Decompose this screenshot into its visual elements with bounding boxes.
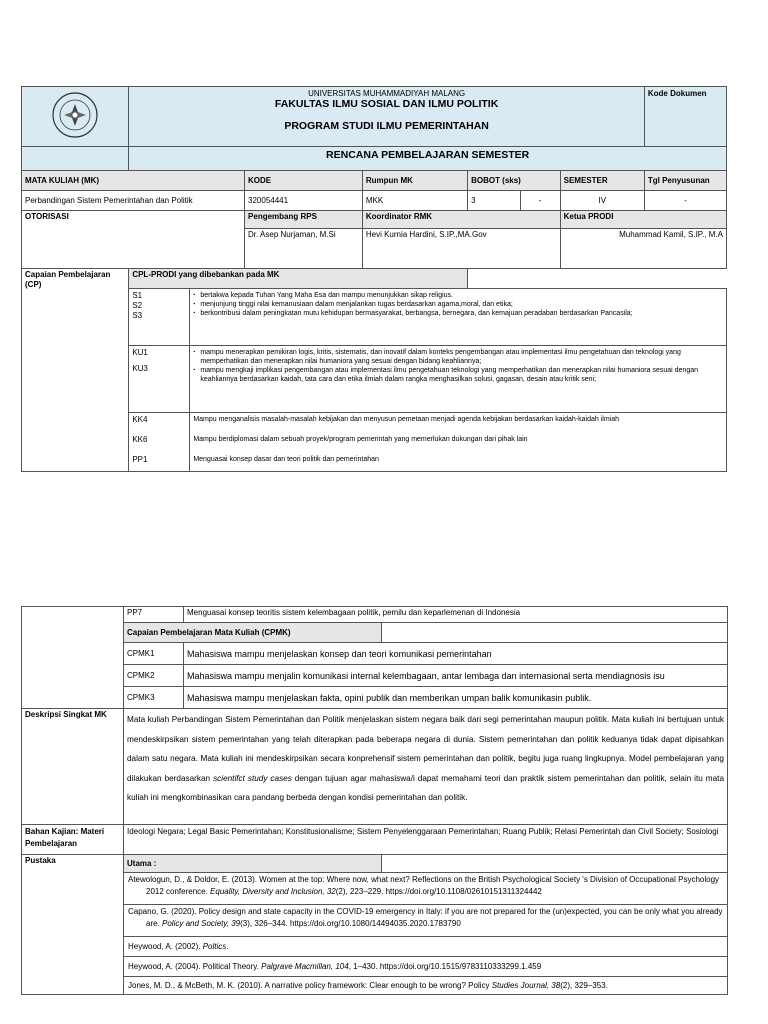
description-label: Deskripsi Singkat MK xyxy=(22,709,124,825)
cp-code: KK6 xyxy=(132,435,148,444)
course-date-label: Tgl Penyusunan xyxy=(644,171,726,191)
document-title: RENCANA PEMBELAJARAN SEMESTER xyxy=(129,147,727,171)
doc-code-label: Kode Dokumen xyxy=(644,87,726,147)
head-name: Muhammad Kamil, S.IP., M.A xyxy=(560,229,726,269)
references-main-label: Utama : xyxy=(124,855,382,873)
reference-item: Heywood, A. (2004). Political Theory. Palgrave Macmillan, 104, 1–430. https://doi.org/10.1515/9783110333299.1.459 xyxy=(124,957,728,977)
cp-item: Menguasai konsep dasar dan teori politik dan pemerintahan xyxy=(193,456,379,463)
course-credits-value: 3 xyxy=(468,191,521,211)
reference-item: Heywood, A. (2002). Poltics. xyxy=(124,937,728,957)
university-name: UNIVERSITAS MUHAMMADIYAH MALANG xyxy=(308,89,466,98)
materials-label: Bahan Kajian: Materi Pembelajaran xyxy=(22,825,124,855)
rps-header-table xyxy=(21,86,727,472)
references-label: Pustaka xyxy=(22,855,124,995)
faculty-name: FAKULTAS ILMU SOSIAL DAN ILMU POLITIK xyxy=(274,98,499,110)
cp-item: Mampu berdiplomasi dalam sebuah proyek/program pemerintah yang memerlukan dukungan dari pihak lain xyxy=(193,436,528,443)
cpmk-code: CPMK2 xyxy=(124,665,184,687)
cp-code: KK4 xyxy=(132,415,148,424)
rps-continuation-table xyxy=(21,606,728,995)
materials-text: Ideologi Negara; Legal Basic Pemerintahan; Konstitusionalisme; Sistem Penyelenggaraan Pemerintahan; Ruang Publik; Relasi Pemerintah dan Civil Society; Sosiologi xyxy=(124,825,728,855)
cpmk-code: CPMK3 xyxy=(124,687,184,709)
developer-label: Pengembang RPS xyxy=(245,211,363,229)
cp-code: PP1 xyxy=(132,455,148,464)
cp-code: KU1 xyxy=(132,348,148,357)
cp-label: Capaian Pembelajaran (CP) xyxy=(22,269,129,472)
cp-item: ▪ bertakwa kepada Tuhan Yang Maha Esa dan mampu menunjukkan sikap religius. xyxy=(193,291,723,300)
cpmk-heading: Capaian Pembelajaran Mata Kuliah (CPMK) xyxy=(124,623,382,643)
cp-item: ▪ menjunjung tinggi nilai kemanusiaan dalam menjalankan tugas berdasarkan agama,moral, dan etika; xyxy=(193,300,723,309)
course-credits-extra: - xyxy=(520,191,560,211)
coordinator-label: Koordinator RMK xyxy=(362,211,560,229)
reference-item: Jones, M. D., & McBeth, M. K. (2010). A narrative policy framework: Clear enough to be wrong? Policy Studies Journal, 38(2), 329–353. xyxy=(124,977,728,995)
program-name: PROGRAM STUDI ILMU PEMERINTAHAN xyxy=(284,120,489,132)
cp-code: S3 xyxy=(132,311,143,320)
university-logo-icon xyxy=(47,90,103,140)
cp-code: S2 xyxy=(132,301,143,310)
pp7-text: Menguasai konsep teoritis sistem kelembagaan politik, pemilu dan keparlemenan di Indonesia xyxy=(184,607,728,623)
institution-heading xyxy=(129,87,645,147)
cpmk-code: CPMK1 xyxy=(124,643,184,665)
course-code-value: 320054441 xyxy=(245,191,363,211)
reference-item: Atewologun, D., & Doldor, E. (2013). Women at the top: Where now, what next? Reflections on the British Psychological Society 's Division of Occupational Psychology 2012 conference. Equality, Diversity and Inclusion, 32(2), 223–229. https://doi.org/10.1108/02610151311324442 xyxy=(124,873,728,905)
cp-s-group xyxy=(129,289,727,346)
course-cluster-label: Rumpun MK xyxy=(362,171,467,191)
course-date-value: - xyxy=(644,191,726,211)
cp-other-group xyxy=(129,413,727,472)
cpl-prodi-heading: CPL-PRODI yang dibebankan pada MK xyxy=(129,269,468,289)
developer-name: Dr. Asep Nurjaman, M.Si xyxy=(245,229,363,269)
course-name-label: MATA KULIAH (MK) xyxy=(22,171,245,191)
cp-item: ▪ berkontribusi dalam peningkatan mutu kehidupan bermasyarakat, berbangsa, bernegara, dan kemajuan peradaban berdasarkan Pancasila; xyxy=(193,309,723,318)
authorization-label: OTORISASI xyxy=(22,211,245,269)
cp-item: ▪ mampu mengkaji implikasi pengembangan atau implementasi ilmu pengetahuan teknologi yang memperhatikan dan menerapkan nilai humaniora sesuai dengan keahliannya berdasarkan kaidah, tata cara dan etika ilmiah dalam rangka menghasilkan solusi, gagasan, desain atau kritik seni; xyxy=(193,366,723,384)
cpmk-text: Mahasiswa mampu menjelaskan fakta, opini publik dan memberikan umpan balik komunikasin publik. xyxy=(184,687,728,709)
course-cluster-value: MKK xyxy=(362,191,467,211)
course-code-label: KODE xyxy=(245,171,363,191)
cp-item: ▪ mampu menerapkan pemikiran logis, kritis, sistematis, dan inovatif dalam konteks pengembangan atau implementasi ilmu pengetahuan dan teknologi yang memperhatikan dan menerapkan nilai humaniora yang sesuai dengan bidang keahliannya; xyxy=(193,348,723,366)
cpmk-text: Mahasiswa mampu menjelaskan konsep dan teori komunikasi pemerintahan xyxy=(184,643,728,665)
cp-ku-group xyxy=(129,346,727,413)
cp-item: Mampu menganalisis masalah-masalah kebijakan dan menyusun pemetaan menjadi agenda kebijakan berdasarkan kaidah-kaidah ilmiah xyxy=(193,416,620,423)
coordinator-name: Hevi Kurnia Hardini, S.IP.,MA.Gov xyxy=(362,229,560,269)
logo-cell xyxy=(22,87,129,147)
cp-code: S1 xyxy=(132,291,143,300)
reference-item: Capano, G. (2020). Policy design and state capacity in the COVID-19 emergency in Italy: if you are not prepared for the (un)expected, you can be only what you already are. Policy and Society, 39(3), 326–344. https://doi.org/10.1080/14494035.2020.1783790 xyxy=(124,905,728,937)
pp7-code: PP7 xyxy=(124,607,184,623)
course-semester-label: SEMESTER xyxy=(560,171,644,191)
course-semester-value: IV xyxy=(560,191,644,211)
course-credits-label: BOBOT (sks) xyxy=(468,171,561,191)
description-text: Mata kuliah Perbandingan Sistem Pemerintahan dan Politik menjelaskan sistem negara baik dari segi pemerintahan maupun politik. Mata kuliah ini bertujuan untuk mendeskirpsikan sistem pemerintahan yang telah diterapkan pada beberapa negara di dunia. Sistem pemerintahan dan politik keduanya tidak dapat dipisahkan dalam satu negara. Mata kuliah ini mendeskirpsikan secara konprehensif sistem pemerintahan dan politik, begitu juga ruang lingkupnya. Model pembelajaran yang dilakukan berdasarkan scientifct study cases dengan tujuan agar mahasiswa/i dapat memahami teori dan praktik sistem pemerintahan dan politik, selain itu mata kuliah ini mengkombinasikan cara pandang berbeda dengan kondisi pemerintahan dan politik. xyxy=(124,709,728,825)
course-name-value: Perbandingan Sistem Pemerintahan dan Politik xyxy=(22,191,245,211)
head-label: Ketua PRODI xyxy=(560,211,726,229)
cpmk-text: Mahasiswa mampu menjalin komunikasi internal kelembagaan, antar lembaga dan internasional serta mendiagnosis isu xyxy=(184,665,728,687)
cp-code: KU3 xyxy=(132,364,148,373)
